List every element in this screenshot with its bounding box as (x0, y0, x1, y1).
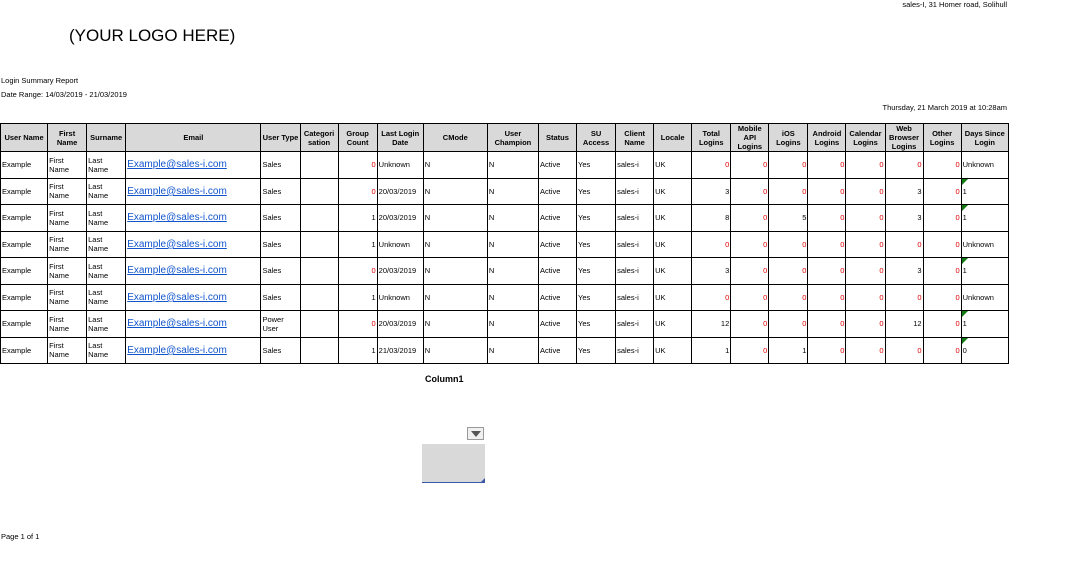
email-link[interactable]: Example@sales-i.com (127, 318, 227, 330)
column-header: User Champion (487, 124, 538, 152)
client-cell: sales-i (616, 337, 654, 364)
total-cell: 8 (692, 205, 731, 232)
email-link[interactable]: Example@sales-i.com (127, 212, 227, 224)
web-cell: 0 (885, 337, 923, 364)
other-cell: 0 (923, 337, 961, 364)
email-cell (126, 152, 261, 179)
user-type-cell: Sales (261, 205, 300, 232)
categorisation-cell (300, 258, 338, 285)
android-cell: 0 (808, 311, 846, 338)
group-count-cell: 1 (338, 284, 377, 311)
surname-cell: Last Name (87, 152, 126, 179)
column-header: User Type (261, 124, 300, 152)
client-cell: sales-i (616, 231, 654, 258)
column-header: SU Access (577, 124, 616, 152)
filter-slicer-box[interactable] (422, 444, 485, 483)
mobile-cell: 0 (731, 311, 769, 338)
column-header: Email (126, 124, 261, 152)
mobile-cell: 0 (731, 205, 769, 232)
first-name-cell: First Name (48, 337, 87, 364)
days-cell: 1 (961, 178, 1008, 205)
status-cell: Active (538, 258, 576, 285)
column-header: Other Logins (923, 124, 961, 152)
column-header: iOS Logins (769, 124, 808, 152)
champion-cell: N (487, 311, 538, 338)
days-cell: 1 (961, 258, 1008, 285)
android-cell: 0 (808, 284, 846, 311)
user-name-cell: Example (1, 152, 48, 179)
column-header: Calendar Logins (846, 124, 885, 152)
email-link[interactable]: Example@sales-i.com (127, 344, 227, 356)
last-login-cell: 20/03/2019 (377, 178, 423, 205)
days-cell: Unknown (961, 152, 1008, 179)
user-type-cell: Sales (261, 337, 300, 364)
web-cell: 3 (885, 178, 923, 205)
total-cell: 1 (692, 337, 731, 364)
locale-cell: UK (654, 231, 692, 258)
column-header: Categori sation (300, 124, 338, 152)
days-cell: 0 (961, 337, 1008, 364)
client-cell: sales-i (616, 311, 654, 338)
first-name-cell: First Name (48, 152, 87, 179)
column-header: Days Since Login (961, 124, 1008, 152)
client-cell: sales-i (616, 284, 654, 311)
last-login-cell: 20/03/2019 (377, 258, 423, 285)
champion-cell: N (487, 337, 538, 364)
other-cell: 0 (923, 231, 961, 258)
resize-handle-icon[interactable] (481, 478, 485, 482)
group-count-cell: 0 (338, 311, 377, 338)
column-header: CMode (423, 124, 487, 152)
user-name-cell: Example (1, 337, 48, 364)
status-cell: Active (538, 311, 576, 338)
su-access-cell: Yes (577, 311, 616, 338)
mobile-cell: 0 (731, 337, 769, 364)
calendar-cell: 0 (846, 205, 885, 232)
cmode-cell: N (423, 311, 487, 338)
champion-cell: N (487, 152, 538, 179)
calendar-cell: 0 (846, 258, 885, 285)
column-header: Status (538, 124, 576, 152)
categorisation-cell (300, 337, 338, 364)
group-count-cell: 1 (338, 337, 377, 364)
calendar-cell: 0 (846, 231, 885, 258)
total-cell: 0 (692, 231, 731, 258)
android-cell: 0 (808, 231, 846, 258)
group-count-cell: 1 (338, 231, 377, 258)
ios-cell: 0 (769, 311, 808, 338)
last-login-cell: Unknown (377, 231, 423, 258)
first-name-cell: First Name (48, 178, 87, 205)
web-cell: 3 (885, 258, 923, 285)
other-cell: 0 (923, 205, 961, 232)
surname-cell: Last Name (87, 311, 126, 338)
ios-cell: 0 (769, 231, 808, 258)
locale-cell: UK (654, 284, 692, 311)
categorisation-cell (300, 311, 338, 338)
locale-cell: UK (654, 337, 692, 364)
calendar-cell: 0 (846, 152, 885, 179)
other-cell: 0 (923, 152, 961, 179)
table-row (1, 284, 1009, 311)
page-number: Page 1 of 1 (1, 532, 40, 541)
cmode-cell: N (423, 284, 487, 311)
email-link[interactable]: Example@sales-i.com (127, 265, 227, 277)
status-cell: Active (538, 152, 576, 179)
report-title: Login Summary Report (1, 76, 79, 85)
web-cell: 0 (885, 284, 923, 311)
cmode-cell: N (423, 205, 487, 232)
locale-cell: UK (654, 258, 692, 285)
last-login-cell: 20/03/2019 (377, 205, 423, 232)
group-count-cell: 0 (338, 178, 377, 205)
user-type-cell: Sales (261, 178, 300, 205)
user-name-cell: Example (1, 258, 48, 285)
column-header: Android Logins (808, 124, 846, 152)
total-cell: 0 (692, 152, 731, 179)
locale-cell: UK (654, 178, 692, 205)
group-count-cell: 1 (338, 205, 377, 232)
locale-cell: UK (654, 311, 692, 338)
mobile-cell: 0 (731, 231, 769, 258)
email-cell (126, 311, 261, 338)
days-cell: Unknown (961, 284, 1008, 311)
days-cell: 1 (961, 205, 1008, 232)
total-cell: 0 (692, 284, 731, 311)
cmode-cell: N (423, 152, 487, 179)
su-access-cell: Yes (577, 258, 616, 285)
su-access-cell: Yes (577, 337, 616, 364)
table-row (1, 337, 1009, 364)
surname-cell: Last Name (87, 231, 126, 258)
first-name-cell: First Name (48, 284, 87, 311)
column-header: Locale (654, 124, 692, 152)
cmode-cell: N (423, 258, 487, 285)
status-cell: Active (538, 231, 576, 258)
status-cell: Active (538, 284, 576, 311)
email-cell (126, 284, 261, 311)
logo-placeholder: (YOUR LOGO HERE) (69, 26, 236, 45)
total-cell: 3 (692, 178, 731, 205)
cmode-cell: N (423, 231, 487, 258)
login-summary-table (0, 123, 1009, 364)
email-cell (126, 205, 261, 232)
date-range: Date Range: 14/03/2019 - 21/03/2019 (1, 90, 127, 99)
ios-cell: 1 (769, 337, 808, 364)
champion-cell: N (487, 178, 538, 205)
categorisation-cell (300, 178, 338, 205)
days-cell: 1 (961, 311, 1008, 338)
su-access-cell: Yes (577, 152, 616, 179)
table-row (1, 178, 1009, 205)
report-timestamp: Thursday, 21 March 2019 at 10:28am (882, 103, 1007, 112)
last-login-cell: Unknown (377, 284, 423, 311)
cmode-cell: N (423, 178, 487, 205)
other-cell: 0 (923, 311, 961, 338)
su-access-cell: Yes (577, 284, 616, 311)
column-header: Surname (87, 124, 126, 152)
column-header: User Name (1, 124, 48, 152)
calendar-cell: 0 (846, 311, 885, 338)
surname-cell: Last Name (87, 284, 126, 311)
surname-cell: Last Name (87, 205, 126, 232)
email-link[interactable]: Example@sales-i.com (127, 159, 227, 171)
other-cell: 0 (923, 284, 961, 311)
filter-column-label: Column1 (425, 374, 464, 384)
table-row (1, 311, 1009, 338)
user-type-cell: Sales (261, 258, 300, 285)
cmode-cell: N (423, 337, 487, 364)
mobile-cell: 0 (731, 178, 769, 205)
user-name-cell: Example (1, 178, 48, 205)
last-login-cell: 20/03/2019 (377, 311, 423, 338)
web-cell: 3 (885, 205, 923, 232)
email-cell (126, 337, 261, 364)
surname-cell: Last Name (87, 178, 126, 205)
locale-cell: UK (654, 205, 692, 232)
web-cell: 0 (885, 152, 923, 179)
first-name-cell: First Name (48, 311, 87, 338)
status-cell: Active (538, 205, 576, 232)
table-row (1, 258, 1009, 285)
column-header: Client Name (616, 124, 654, 152)
other-cell: 0 (923, 258, 961, 285)
client-cell: sales-i (616, 205, 654, 232)
champion-cell: N (487, 205, 538, 232)
champion-cell: N (487, 231, 538, 258)
mobile-cell: 0 (731, 152, 769, 179)
calendar-cell: 0 (846, 337, 885, 364)
su-access-cell: Yes (577, 178, 616, 205)
column-header: First Name (48, 124, 87, 152)
android-cell: 0 (808, 258, 846, 285)
client-cell: sales-i (616, 152, 654, 179)
column-header: Group Count (338, 124, 377, 152)
first-name-cell: First Name (48, 205, 87, 232)
mobile-cell: 0 (731, 258, 769, 285)
first-name-cell: First Name (48, 258, 87, 285)
table-row (1, 231, 1009, 258)
total-cell: 3 (692, 258, 731, 285)
categorisation-cell (300, 205, 338, 232)
user-type-cell: Sales (261, 152, 300, 179)
table-header-row (1, 124, 1009, 152)
email-cell (126, 178, 261, 205)
group-count-cell: 0 (338, 152, 377, 179)
user-type-cell: Sales (261, 231, 300, 258)
ios-cell: 0 (769, 284, 808, 311)
email-cell (126, 231, 261, 258)
dropdown-arrow-icon (471, 431, 481, 437)
user-type-cell: Sales (261, 284, 300, 311)
email-link[interactable]: Example@sales-i.com (127, 185, 227, 197)
web-cell: 12 (885, 311, 923, 338)
column-header: Last Login Date (377, 124, 423, 152)
company-address: sales-I, 31 Homer road, Solihull (902, 0, 1007, 9)
calendar-cell: 0 (846, 178, 885, 205)
android-cell: 0 (808, 205, 846, 232)
last-login-cell: 21/03/2019 (377, 337, 423, 364)
user-name-cell: Example (1, 231, 48, 258)
table-row (1, 205, 1009, 232)
surname-cell: Last Name (87, 337, 126, 364)
android-cell: 0 (808, 337, 846, 364)
categorisation-cell (300, 231, 338, 258)
email-cell (126, 258, 261, 285)
email-link[interactable]: Example@sales-i.com (127, 291, 227, 303)
android-cell: 0 (808, 178, 846, 205)
filter-dropdown-button[interactable] (467, 427, 484, 440)
champion-cell: N (487, 284, 538, 311)
group-count-cell: 0 (338, 258, 377, 285)
user-type-cell: Power User (261, 311, 300, 338)
last-login-cell: Unknown (377, 152, 423, 179)
ios-cell: 0 (769, 258, 808, 285)
ios-cell: 5 (769, 205, 808, 232)
android-cell: 0 (808, 152, 846, 179)
user-name-cell: Example (1, 311, 48, 338)
column-header: Total Logins (692, 124, 731, 152)
status-cell: Active (538, 337, 576, 364)
ios-cell: 0 (769, 178, 808, 205)
locale-cell: UK (654, 152, 692, 179)
column-header: Web Browser Logins (885, 124, 923, 152)
days-cell: Unknown (961, 231, 1008, 258)
user-name-cell: Example (1, 284, 48, 311)
client-cell: sales-i (616, 258, 654, 285)
champion-cell: N (487, 258, 538, 285)
web-cell: 0 (885, 231, 923, 258)
mobile-cell: 0 (731, 284, 769, 311)
column-header: Mobile API Logins (731, 124, 769, 152)
categorisation-cell (300, 152, 338, 179)
calendar-cell: 0 (846, 284, 885, 311)
categorisation-cell (300, 284, 338, 311)
table-row (1, 152, 1009, 179)
client-cell: sales-i (616, 178, 654, 205)
total-cell: 12 (692, 311, 731, 338)
email-link[interactable]: Example@sales-i.com (127, 238, 227, 250)
su-access-cell: Yes (577, 231, 616, 258)
first-name-cell: First Name (48, 231, 87, 258)
status-cell: Active (538, 178, 576, 205)
su-access-cell: Yes (577, 205, 616, 232)
surname-cell: Last Name (87, 258, 126, 285)
user-name-cell: Example (1, 205, 48, 232)
ios-cell: 0 (769, 152, 808, 179)
other-cell: 0 (923, 178, 961, 205)
